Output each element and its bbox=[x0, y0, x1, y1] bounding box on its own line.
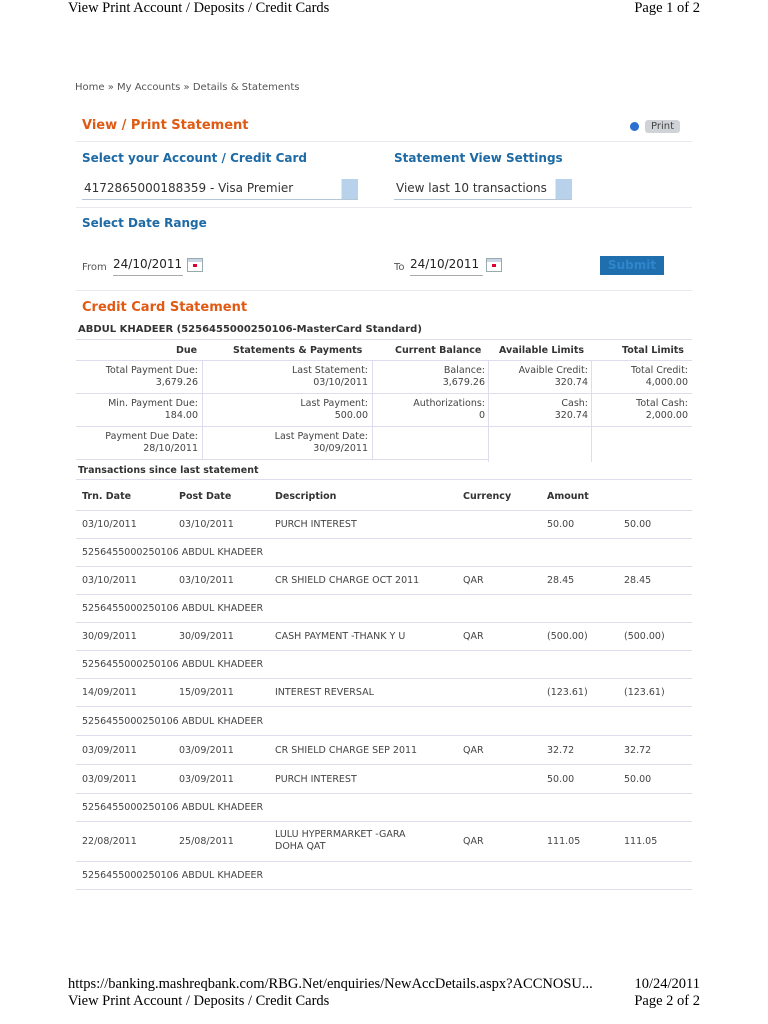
date-range-label: Select Date Range bbox=[82, 216, 207, 230]
print-button[interactable]: Print bbox=[645, 120, 680, 133]
print-header-title: View Print Account / Deposits / Credit Cards bbox=[68, 0, 330, 16]
account-select[interactable]: 4172865000188359 - Visa Premier bbox=[82, 179, 358, 200]
print-footer-date: 10/24/2011 bbox=[634, 976, 700, 992]
page-title: View / Print Statement bbox=[82, 118, 249, 133]
header-available-limits: Available Limits bbox=[499, 345, 585, 356]
chevron-down-icon[interactable] bbox=[555, 179, 572, 199]
list-item: 5256455000250106 ABDUL KHADEER bbox=[82, 659, 264, 670]
list-item: 5256455000250106 ABDUL KHADEER bbox=[82, 802, 264, 813]
col-trn-date: Trn. Date bbox=[82, 491, 132, 502]
to-label: To bbox=[394, 262, 405, 273]
breadcrumb: Home » My Accounts » Details & Statements bbox=[75, 82, 300, 93]
from-label: From bbox=[82, 262, 107, 273]
summary-cell: Balance: 3,679.26 bbox=[442, 365, 485, 388]
calendar-icon[interactable] bbox=[486, 258, 502, 272]
header-total-limits: Total Limits bbox=[622, 345, 684, 356]
summary-cell: Payment Due Date: 28/10/2011 bbox=[105, 431, 198, 454]
col-amount: Amount bbox=[547, 491, 589, 502]
print-footer-page: Page 2 of 2 bbox=[634, 993, 700, 1009]
print-icon[interactable] bbox=[630, 122, 639, 131]
summary-cell: Cash: 320.74 bbox=[554, 398, 588, 421]
card-holder: ABDUL KHADEER (5256455000250106-MasterCard Standard) bbox=[78, 324, 422, 335]
from-date-input[interactable]: 24/10/2011 bbox=[113, 257, 183, 276]
print-header-page: Page 1 of 2 bbox=[634, 0, 700, 16]
col-description: Description bbox=[275, 491, 337, 502]
transactions-title: Transactions since last statement bbox=[78, 465, 259, 476]
summary-cell: Total Credit: 4,000.00 bbox=[631, 365, 688, 388]
list-item: 5256455000250106 ABDUL KHADEER bbox=[82, 870, 264, 881]
view-settings-select[interactable]: View last 10 transactions bbox=[394, 179, 572, 200]
summary-cell: Last Payment Date: 30/09/2011 bbox=[274, 431, 368, 454]
submit-button[interactable]: Submit bbox=[600, 256, 664, 275]
to-date-input[interactable]: 24/10/2011 bbox=[410, 257, 483, 276]
col-currency: Currency bbox=[463, 491, 512, 502]
print-footer-url: https://banking.mashreqbank.com/RBG.Net/enquiries/NewAccDetails.aspx?ACCNOSU... bbox=[68, 976, 593, 992]
summary-cell: Total Payment Due: 3,679.26 bbox=[105, 365, 198, 388]
breadcrumb-home[interactable]: Home bbox=[75, 82, 105, 93]
print-footer-title: View Print Account / Deposits / Credit Cards bbox=[68, 993, 330, 1009]
account-label: Select your Account / Credit Card bbox=[82, 151, 307, 165]
statement-title: Credit Card Statement bbox=[82, 300, 248, 315]
summary-cell: Min. Payment Due: 184.00 bbox=[108, 398, 198, 421]
breadcrumb-my-accounts[interactable]: My Accounts bbox=[117, 82, 181, 93]
summary-cell: Avaible Credit: 320.74 bbox=[518, 365, 588, 388]
list-item: 5256455000250106 ABDUL KHADEER bbox=[82, 547, 264, 558]
summary-cell: Total Cash: 2,000.00 bbox=[636, 398, 688, 421]
view-settings-label: Statement View Settings bbox=[394, 151, 563, 165]
header-due: Due bbox=[176, 345, 198, 356]
summary-cell: Last Statement: 03/10/2011 bbox=[292, 365, 368, 388]
summary-cell: Authorizations: 0 bbox=[413, 398, 485, 421]
header-statements-payments: Statements & Payments bbox=[233, 345, 363, 356]
list-item: 5256455000250106 ABDUL KHADEER bbox=[82, 716, 264, 727]
breadcrumb-details[interactable]: Details & Statements bbox=[192, 82, 300, 93]
summary-cell: Last Payment: 500.00 bbox=[300, 398, 368, 421]
header-current-balance: Current Balance bbox=[395, 345, 482, 356]
chevron-down-icon[interactable] bbox=[341, 179, 358, 199]
col-post-date: Post Date bbox=[179, 491, 232, 502]
calendar-icon[interactable] bbox=[187, 258, 203, 272]
list-item: 5256455000250106 ABDUL KHADEER bbox=[82, 603, 264, 614]
